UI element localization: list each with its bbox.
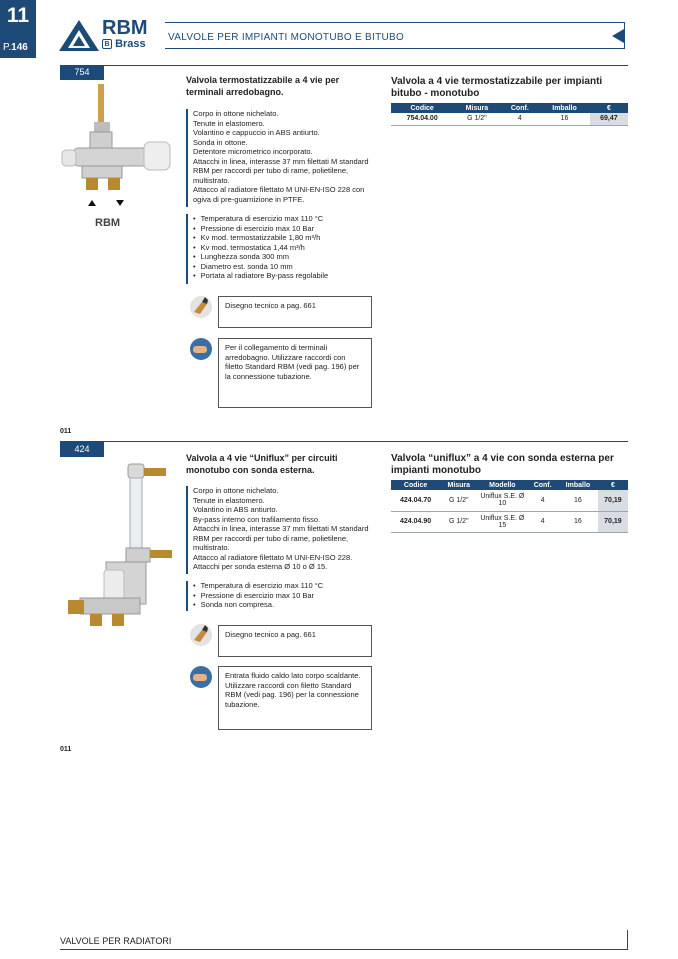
note-connection: Per il collegamento di terminali arredobagno. Utilizzare raccordi con filetto Standard RBM (vedi pag. 196) per la connessione tubazione. bbox=[218, 338, 372, 408]
product-code-tag: 754 bbox=[60, 65, 104, 80]
valve-424-image bbox=[60, 462, 182, 634]
col-header: Misura bbox=[453, 103, 500, 113]
spec-bar bbox=[186, 214, 188, 284]
chapter-number: 11 bbox=[6, 4, 30, 27]
table-row: 424.04.90 G 1/2" Uniflux S.E. Ø 15 4 16 70,19 bbox=[391, 511, 628, 532]
image-label: RBM bbox=[95, 217, 121, 229]
drawing-hand-icon bbox=[188, 622, 214, 648]
col-header: Modello bbox=[477, 480, 527, 490]
footer-rule bbox=[60, 949, 628, 950]
col-header: € bbox=[598, 480, 628, 490]
product-specs: • Temperatura di esercizio max 110 °C • Pressione di esercizio max 10 Bar • Sonda non compresa. bbox=[193, 581, 373, 610]
table-row: 424.04.70 G 1/2" Uniflux S.E. Ø 10 4 16 70,19 bbox=[391, 490, 628, 511]
info-hand-icon bbox=[188, 336, 214, 362]
header-bar bbox=[624, 22, 625, 49]
footer-code: 011 bbox=[60, 746, 72, 753]
product-code-tag: 424 bbox=[60, 442, 104, 457]
product-title: Valvola a 4 vie “Uniflux” per circuiti monotubo con sonda esterna. bbox=[186, 453, 338, 475]
note-drawing: Disegno tecnico a pag. 661 bbox=[218, 625, 372, 657]
desc-bar bbox=[186, 109, 188, 207]
page-number: P.146 bbox=[3, 42, 28, 53]
section-rule bbox=[60, 65, 628, 66]
product-specs: • Temperatura di esercizio max 110 °C • Pressione di esercizio max 10 Bar • Kv mod. termostatizzabile 1,80 m³/h • Kv mod. termostatica 1,44 m³/h • Lunghezza sonda 300 mm • Diametro est. sonda 10 mm • Portata al radiatore By-pass regolabile bbox=[193, 214, 373, 281]
valve-754-image bbox=[60, 84, 178, 234]
product-description: Corpo in ottone nichelato. Tenute in elastomero. Volantino in ABS antiurto. By-pass interno con trafilamento fisso. Attacchi in linea, interasse 37 mm filettati M standard RBM per raccordi per tubo di rame, polietilene, multistrato. Attacco al radiatore filettato M UNI-EN-ISO 228. Attacchi per sonda esterna Ø 10 o Ø 15. bbox=[193, 486, 369, 571]
col-header: € bbox=[590, 103, 628, 113]
col-header: Codice bbox=[391, 480, 440, 490]
product-description: Corpo in ottone nichelato. Tenute in elastomero. Volantino e cappuccio in ABS antiurto. Sonda in ottone. Detentore micrometrico incorporato. Attacchi in linea, interasse 37 mm filettati M standard RBM per raccordi per tubo di rame, polietilene, multistrato. Attacco al radiatore filettato M UNI-EN-ISO 228 con ogiva di pre-guarnizione in PTFE. bbox=[193, 109, 369, 204]
note-connection: Entrata fluido caldo lato corpo scaldante. Utilizzare raccordi con filetto Standard RBM (vedi pag. 196) per la connessione tubazione. bbox=[218, 666, 372, 730]
table-title: Valvola “uniflux” a 4 vie con sonda esterna per impianti monotubo bbox=[391, 453, 614, 476]
header-rule-bottom bbox=[165, 48, 625, 49]
table-row: 754.04.00 G 1/2" 4 16 69,47 bbox=[391, 113, 628, 125]
col-header: Misura bbox=[440, 480, 477, 490]
logo-triangle-icon bbox=[58, 18, 100, 52]
col-header: Imballo bbox=[539, 103, 590, 113]
price-table bbox=[391, 480, 628, 533]
brand-logo bbox=[58, 18, 158, 52]
col-header: Imballo bbox=[558, 480, 598, 490]
desc-bar bbox=[186, 486, 188, 574]
brand-sub: B Brass bbox=[102, 38, 146, 50]
footer-code: 011 bbox=[60, 428, 72, 435]
drawing-hand-icon bbox=[188, 294, 214, 320]
col-header: Conf. bbox=[500, 103, 539, 113]
page-title: VALVOLE PER IMPIANTI MONOTUBO E BITUBO bbox=[168, 32, 405, 43]
table-title: Valvola a 4 vie termostatizzabile per impianti bitubo - monotubo bbox=[391, 76, 603, 99]
brand-name: RBM bbox=[102, 17, 148, 39]
spec-bar bbox=[186, 581, 188, 611]
col-header: Conf. bbox=[527, 480, 558, 490]
chapter-tab bbox=[0, 0, 36, 58]
price-table bbox=[391, 103, 628, 126]
section-rule bbox=[60, 441, 628, 442]
col-header: Codice bbox=[391, 103, 453, 113]
info-hand-icon bbox=[188, 664, 214, 690]
product-title: Valvola termostatizzabile a 4 vie per terminali arredobagno. bbox=[186, 75, 340, 97]
arrow-left-icon bbox=[612, 29, 624, 43]
footer-bar bbox=[627, 930, 628, 949]
header-rule bbox=[165, 22, 625, 23]
footer-label: VALVOLE PER RADIATORI bbox=[60, 936, 172, 946]
note-drawing: Disegno tecnico a pag. 661 bbox=[218, 296, 372, 328]
